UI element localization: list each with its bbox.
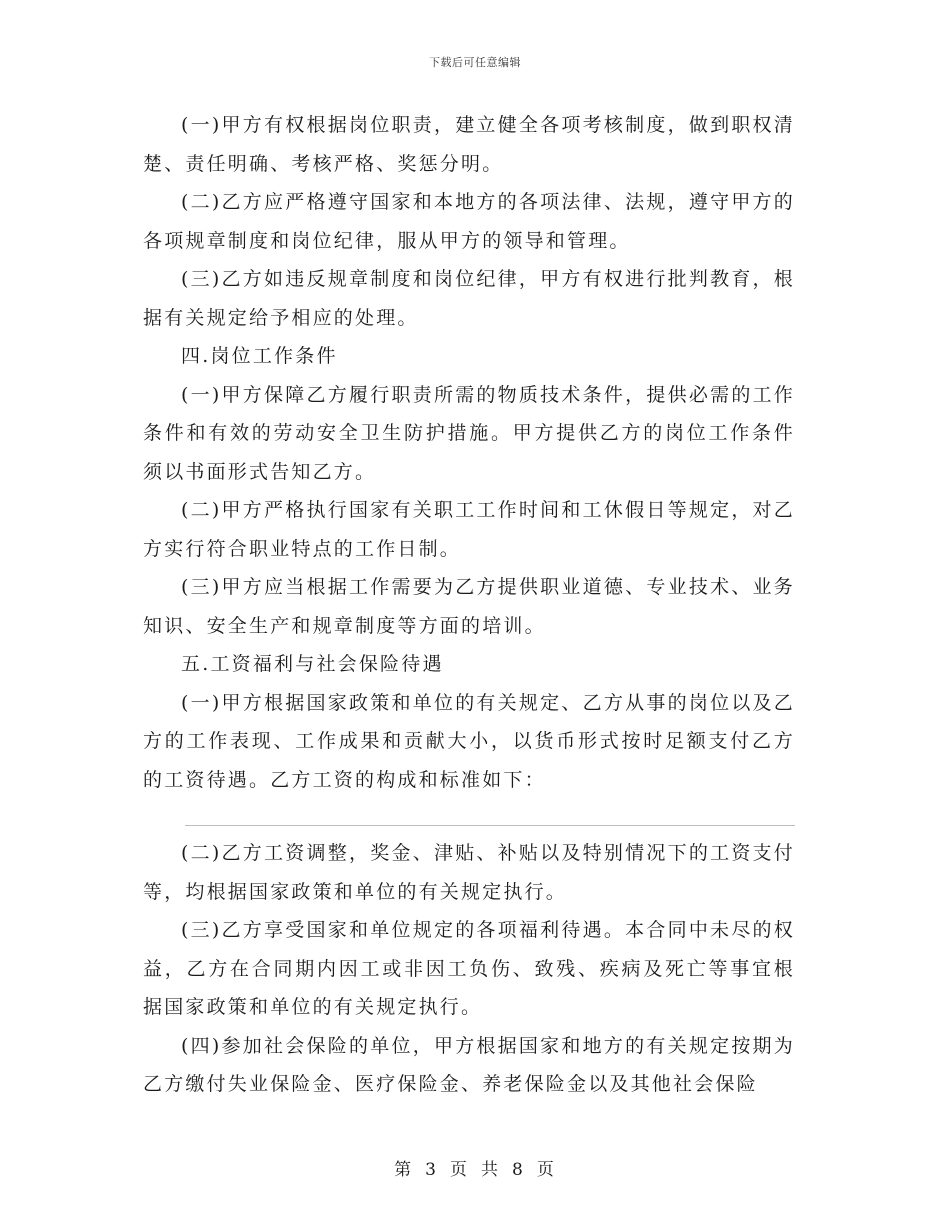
section-heading: 四.岗位工作条件 xyxy=(181,345,338,367)
paragraph: (三)甲方应当根据工作需要为乙方提供职业道德、专业技术、业务知识、安全生产和规章制度等方面的培训。 xyxy=(143,576,795,637)
document-body xyxy=(143,106,795,1104)
page-word: 页 xyxy=(450,1160,469,1180)
page-header: 下载后可任意编辑 xyxy=(429,56,521,69)
total-suffix: 页 xyxy=(536,1160,556,1180)
section-heading: 五.工资福利与社会保险待遇 xyxy=(181,653,444,675)
paragraph: (二)甲方严格执行国家有关职工工作时间和工休假日等规定，对乙方实行符合职业特点的工作日制。 xyxy=(143,499,795,560)
fill-in-blank-line xyxy=(185,825,795,826)
paragraph: (三)乙方如违反规章制度和岗位纪律，甲方有权进行批判教育，根据有关规定给予相应的处理。 xyxy=(143,268,795,329)
paragraph: (一)甲方有权根据岗位职责，建立健全各项考核制度，做到职权清楚、责任明确、考核严格、奖惩分明。 xyxy=(143,114,795,175)
current-page-number: 3 xyxy=(425,1160,438,1180)
page-prefix: 第 xyxy=(394,1160,414,1180)
paragraph: (一)甲方保障乙方履行职责所需的物质技术条件，提供必需的工作条件和有效的劳动安全卫生防护措施。甲方提供乙方的岗位工作条件须以书面形式告知乙方。 xyxy=(143,383,795,483)
paragraph: (二)乙方应严格遵守国家和本地方的各项法律、法规，遵守甲方的各项规章制度和岗位纪律，服从甲方的领导和管理。 xyxy=(143,191,795,252)
total-pages-number: 8 xyxy=(512,1160,525,1180)
total-prefix: 共 xyxy=(481,1160,500,1180)
paragraph: (三)乙方享受国家和单位规定的各项福利待遇。本合同中未尽的权益，乙方在合同期内因工或非因工负伤、致残、疾病及死亡等事宜根据国家政策和单位的有关规定执行。 xyxy=(143,919,795,1018)
paragraph: (一)甲方根据国家政策和单位的有关规定、乙方从事的岗位以及乙方的工作表现、工作成果和贡献大小，以货币形式按时足额支付乙方的工资待遇。乙方工资的构成和标准如下： xyxy=(143,691,795,791)
paragraph: (四)参加社会保险的单位，甲方根据国家和地方的有关规定按期为乙方缴付失业保险金、医疗保险金、养老保险金以及其他社会保险 xyxy=(143,1034,795,1095)
paragraph: (二)乙方工资调整，奖金、津贴、补贴以及特别情况下的工资支付等，均根据国家政策和单位的有关规定执行。 xyxy=(143,842,795,903)
page-footer xyxy=(0,1155,950,1180)
